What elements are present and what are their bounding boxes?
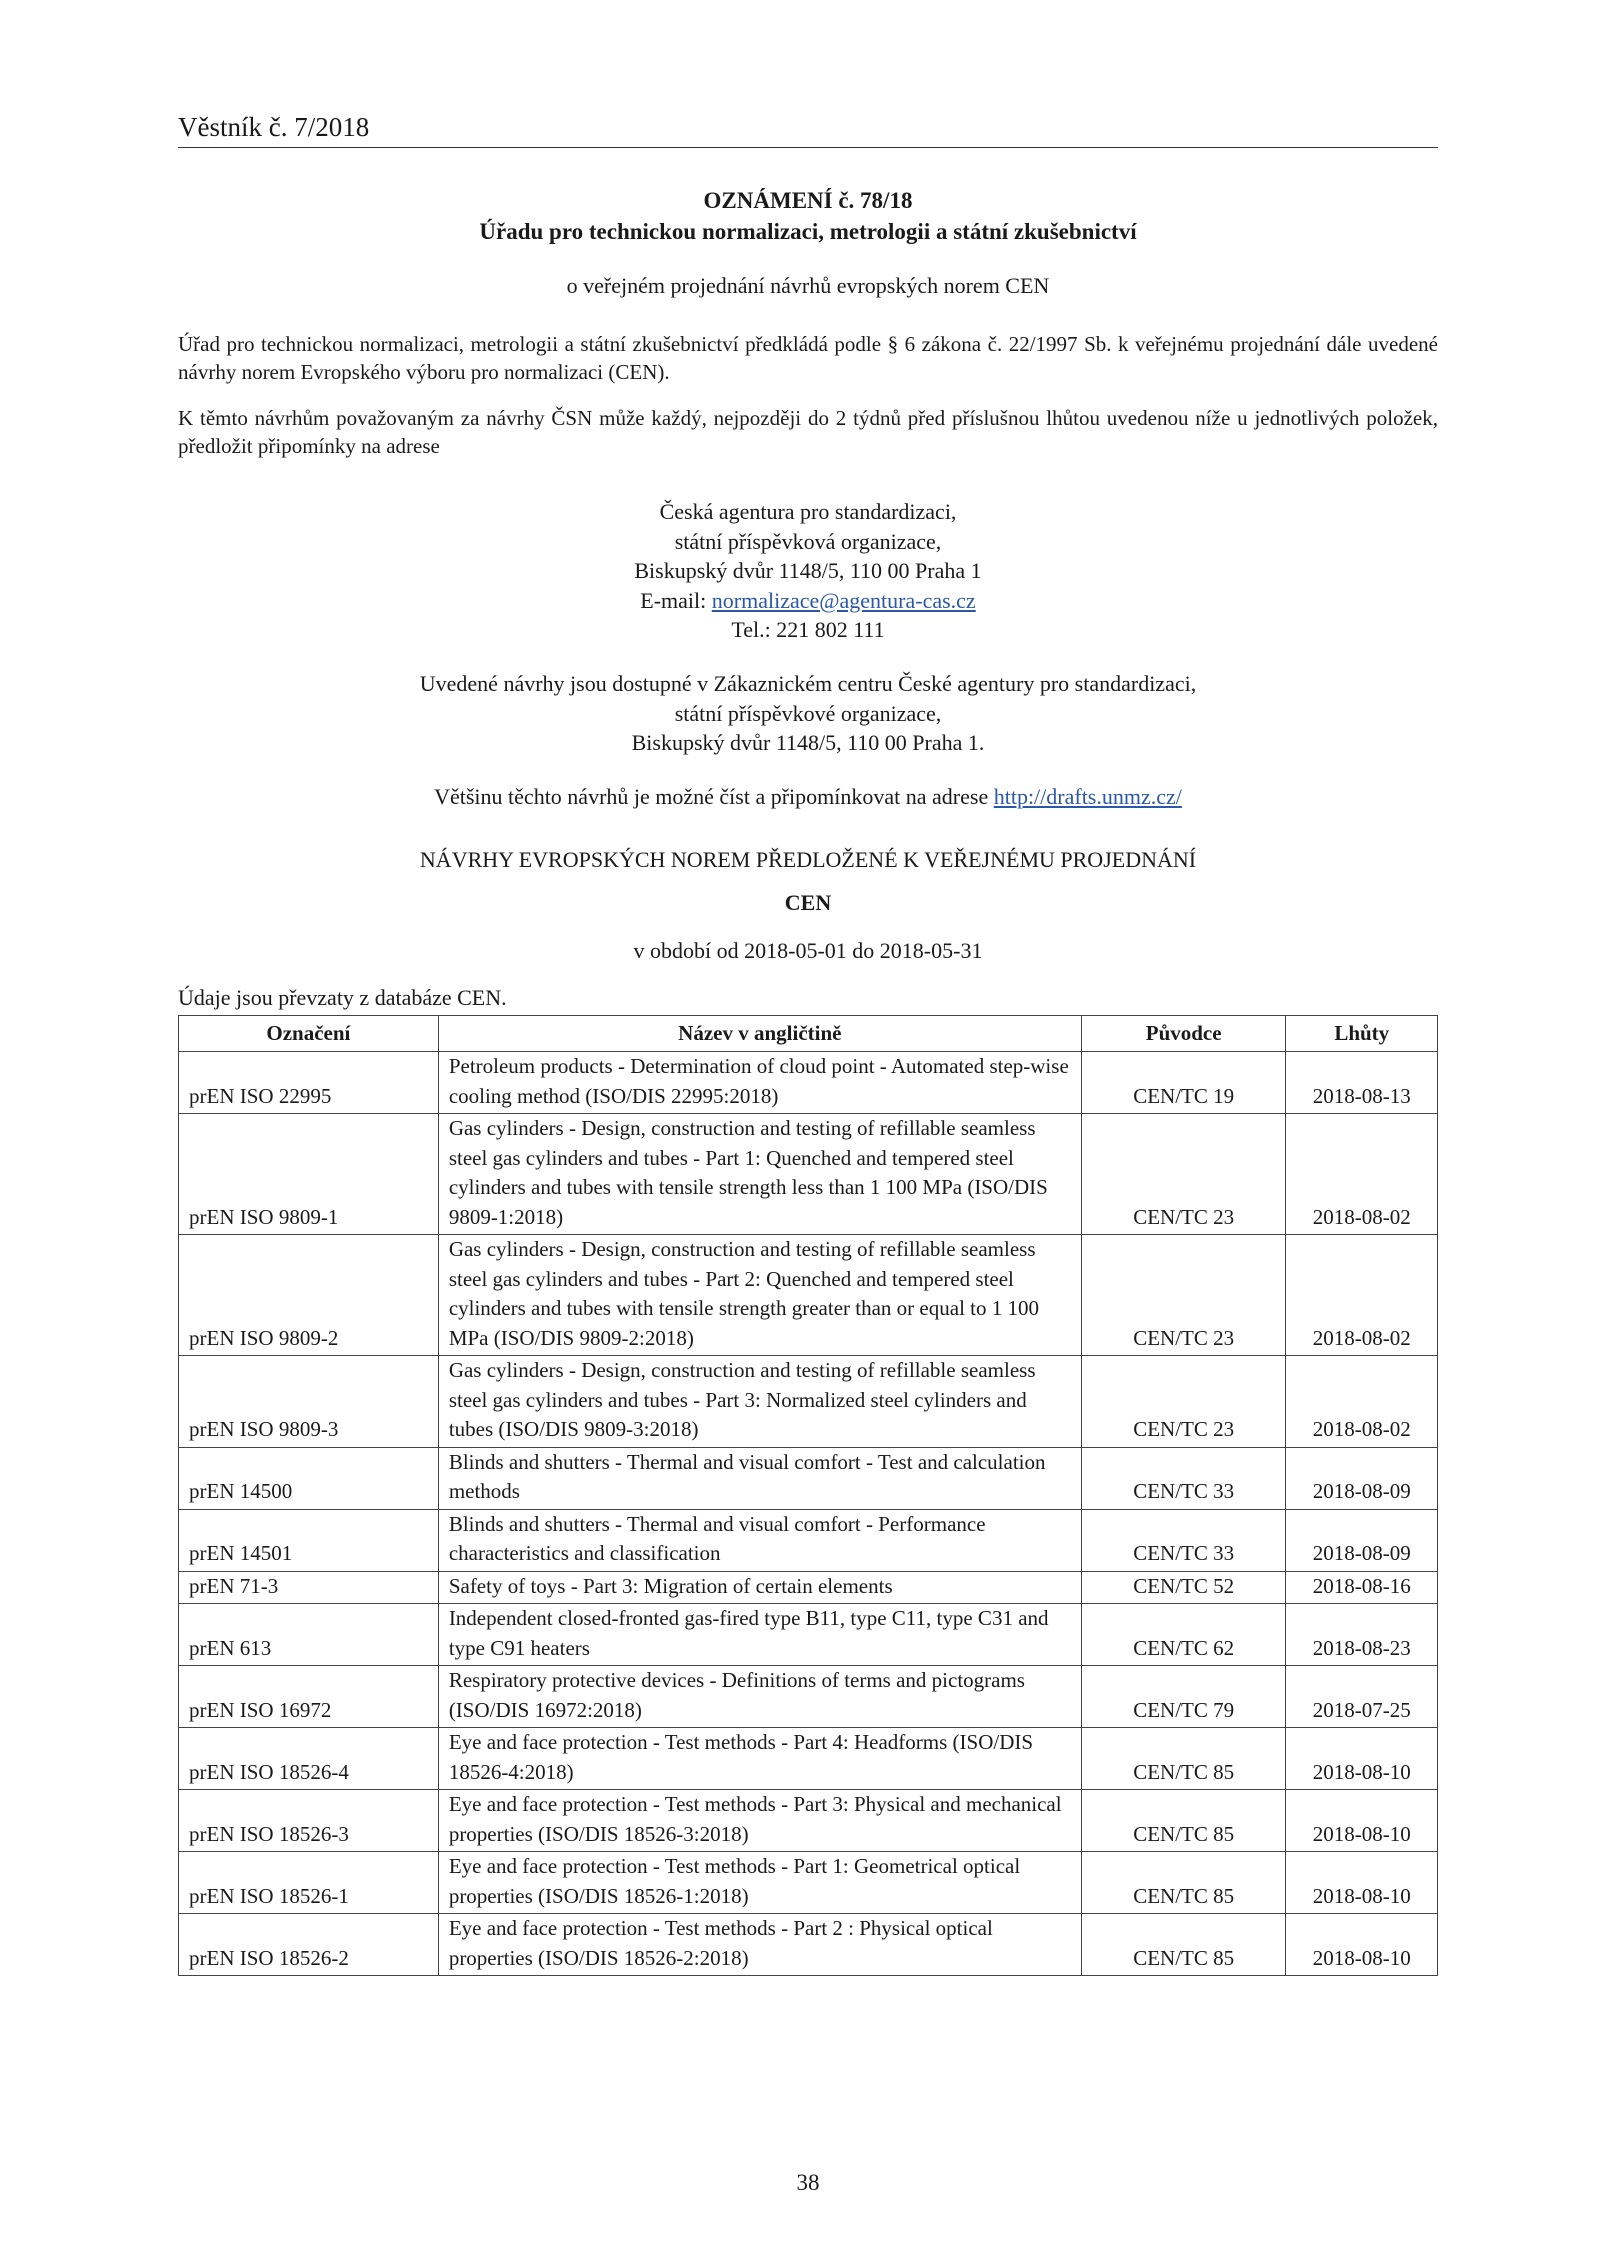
table-row xyxy=(179,1914,1438,1976)
table-row xyxy=(179,1790,1438,1852)
cell-english-title: Gas cylinders - Design, construction and testing of refillable seamless steel gas cylinders and tubes - Part 2: Quenched and tempered steel cylinders and tubes with tensile strength greater than or equal to 1 100 MPa (ISO/DIS 9809-2:2018) xyxy=(438,1235,1081,1356)
email-link[interactable]: normalizace@agentura-cas.cz xyxy=(711,587,976,613)
cell-deadline: 2018-08-10 xyxy=(1286,1852,1438,1914)
cell-designation: prEN ISO 9809-1 xyxy=(179,1114,439,1235)
cell-english-title: Safety of toys - Part 3: Migration of certain elements xyxy=(438,1571,1081,1604)
standards-table xyxy=(178,1015,1438,1976)
availability-line-3: Biskupský dvůr 1148/5, 110 00 Praha 1. xyxy=(631,730,985,755)
table-row xyxy=(179,1235,1438,1356)
cell-designation: prEN 14500 xyxy=(179,1447,439,1509)
page-number: 38 xyxy=(796,2170,820,2195)
header-designation: Označení xyxy=(179,1016,439,1052)
table-row xyxy=(179,1447,1438,1509)
table-row xyxy=(179,1666,1438,1728)
cell-deadline: 2018-08-10 xyxy=(1286,1914,1438,1976)
cell-deadline: 2018-08-09 xyxy=(1286,1509,1438,1571)
header-deadline: Lhůty xyxy=(1286,1016,1438,1052)
availability-line-1: Uvedené návrhy jsou dostupné v Zákaznickém centru České agentury pro standardizaci, xyxy=(419,671,1197,696)
cell-originator: CEN/TC 23 xyxy=(1081,1114,1286,1235)
table-row xyxy=(179,1114,1438,1235)
organization-heading: CEN xyxy=(784,890,832,915)
cell-english-title: Blinds and shutters - Thermal and visual comfort - Performance characteristics and classification xyxy=(438,1509,1081,1571)
cell-english-title: Gas cylinders - Design, construction and testing of refillable seamless steel gas cylinders and tubes - Part 3: Normalized steel cylinders and tubes (ISO/DIS 9809-3:2018) xyxy=(438,1356,1081,1448)
cell-designation: prEN ISO 18526-2 xyxy=(179,1914,439,1976)
table-row xyxy=(179,1509,1438,1571)
cell-designation: prEN ISO 9809-3 xyxy=(179,1356,439,1448)
announcement-subtitle: o veřejném projednání návrhů evropských norem CEN xyxy=(566,273,1050,298)
cell-designation: prEN 613 xyxy=(179,1604,439,1666)
cell-originator: CEN/TC 85 xyxy=(1081,1790,1286,1852)
title-line-2: Úřadu pro technickou normalizaci, metrologii a státní zkušebnictví xyxy=(479,219,1137,244)
table-row xyxy=(179,1356,1438,1448)
cell-originator: CEN/TC 23 xyxy=(1081,1356,1286,1448)
cell-english-title: Petroleum products - Determination of cloud point - Automated step-wise cooling method (ISO/DIS 22995:2018) xyxy=(438,1052,1081,1114)
source-note: Údaje jsou převzaty z databáze CEN. xyxy=(178,985,507,1010)
cell-originator: CEN/TC 33 xyxy=(1081,1509,1286,1571)
cell-designation: prEN ISO 18526-1 xyxy=(179,1852,439,1914)
table-row xyxy=(179,1728,1438,1790)
cell-deadline: 2018-08-10 xyxy=(1286,1728,1438,1790)
cell-originator: CEN/TC 79 xyxy=(1081,1666,1286,1728)
cell-designation: prEN ISO 18526-4 xyxy=(179,1728,439,1790)
cell-english-title: Eye and face protection - Test methods - Part 2 : Physical optical properties (ISO/DIS 18526-2:2018) xyxy=(438,1914,1081,1976)
cell-originator: CEN/TC 52 xyxy=(1081,1571,1286,1604)
cell-deadline: 2018-08-16 xyxy=(1286,1571,1438,1604)
cell-originator: CEN/TC 23 xyxy=(1081,1235,1286,1356)
announcement-title xyxy=(178,185,1438,247)
header-originator: Původce xyxy=(1081,1016,1286,1052)
cell-originator: CEN/TC 33 xyxy=(1081,1447,1286,1509)
table-header-row xyxy=(179,1016,1438,1052)
cell-deadline: 2018-08-02 xyxy=(1286,1356,1438,1448)
table-row xyxy=(179,1052,1438,1114)
address-line-1: Česká agentura pro standardizaci, xyxy=(659,499,957,524)
page-header: Věstník č. 7/2018 xyxy=(178,112,1438,148)
cell-english-title: Eye and face protection - Test methods - Part 1: Geometrical optical properties (ISO/DIS 18526-1:2018) xyxy=(438,1852,1081,1914)
cell-originator: CEN/TC 19 xyxy=(1081,1052,1286,1114)
cell-designation: prEN ISO 16972 xyxy=(179,1666,439,1728)
cell-deadline: 2018-08-13 xyxy=(1286,1052,1438,1114)
cell-deadline: 2018-08-09 xyxy=(1286,1447,1438,1509)
period-line: v období od 2018-05-01 do 2018-05-31 xyxy=(633,938,983,963)
online-text: Většinu těchto návrhů je možné číst a připomínkovat na adrese xyxy=(434,784,994,809)
cell-originator: CEN/TC 85 xyxy=(1081,1914,1286,1976)
table-row xyxy=(179,1604,1438,1666)
cell-english-title: Independent closed-fronted gas-fired type B11, type C11, type C31 and type C91 heaters xyxy=(438,1604,1081,1666)
cell-deadline: 2018-07-25 xyxy=(1286,1666,1438,1728)
cell-designation: prEN ISO 18526-3 xyxy=(179,1790,439,1852)
availability-note xyxy=(178,669,1438,758)
cell-designation: prEN 14501 xyxy=(179,1509,439,1571)
cell-designation: prEN ISO 22995 xyxy=(179,1052,439,1114)
online-note xyxy=(178,784,1438,810)
header-english-title: Název v angličtině xyxy=(438,1016,1081,1052)
table-row xyxy=(179,1852,1438,1914)
cell-deadline: 2018-08-10 xyxy=(1286,1790,1438,1852)
cell-english-title: Eye and face protection - Test methods - Part 4: Headforms (ISO/DIS 18526-4:2018) xyxy=(438,1728,1081,1790)
comments-paragraph: K těmto návrhům považovaným za návrhy ČSN může každý, nejpozději do 2 týdnů před příslušnou lhůtou uvedenou níže u jednotlivých položek, předložit připomínky na adrese xyxy=(178,406,1438,458)
cell-english-title: Blinds and shutters - Thermal and visual comfort - Test and calculation methods xyxy=(438,1447,1081,1509)
cell-originator: CEN/TC 62 xyxy=(1081,1604,1286,1666)
cell-designation: prEN ISO 9809-2 xyxy=(179,1235,439,1356)
title-line-1: OZNÁMENÍ č. 78/18 xyxy=(703,188,913,213)
email-label: E-mail: xyxy=(640,587,712,613)
cell-english-title: Gas cylinders - Design, construction and testing of refillable seamless steel gas cylinders and tubes - Part 1: Quenched and tempered steel cylinders and tubes with tensile strength less than 1 100 MPa (ISO/DIS 9809-1:2018) xyxy=(438,1114,1081,1235)
address-line-2: státní příspěvková organizace, xyxy=(674,528,942,554)
intro-paragraph: Úřad pro technickou normalizaci, metrologii a státní zkušebnictví předkládá podle § 6 zákona č. 22/1997 Sb. k veřejnému projednání dále uvedené návrhy norem Evropského výboru pro normalizaci (CEN). xyxy=(178,332,1438,384)
cell-english-title: Eye and face protection - Test methods - Part 3: Physical and mechanical properties (ISO/DIS 18526-3:2018) xyxy=(438,1790,1081,1852)
address-line-3: Biskupský dvůr 1148/5, 110 00 Praha 1 xyxy=(634,558,982,583)
cell-deadline: 2018-08-23 xyxy=(1286,1604,1438,1666)
cell-deadline: 2018-08-02 xyxy=(1286,1114,1438,1235)
cell-designation: prEN 71-3 xyxy=(179,1571,439,1604)
availability-line-2: státní příspěvkové organizace, xyxy=(674,700,942,726)
address-email xyxy=(178,586,1438,616)
cell-originator: CEN/TC 85 xyxy=(1081,1728,1286,1790)
cell-deadline: 2018-08-02 xyxy=(1286,1235,1438,1356)
address-phone: Tel.: 221 802 111 xyxy=(731,617,885,642)
section-heading: NÁVRHY EVROPSKÝCH NOREM PŘEDLOŽENÉ K VEŘEJNÉMU PROJEDNÁNÍ xyxy=(419,847,1197,872)
cell-originator: CEN/TC 85 xyxy=(1081,1852,1286,1914)
contact-address xyxy=(178,497,1438,645)
drafts-link[interactable]: http://drafts.unmz.cz/ xyxy=(993,784,1182,809)
cell-english-title: Respiratory protective devices - Definitions of terms and pictograms (ISO/DIS 16972:2018) xyxy=(438,1666,1081,1728)
table-row xyxy=(179,1571,1438,1604)
